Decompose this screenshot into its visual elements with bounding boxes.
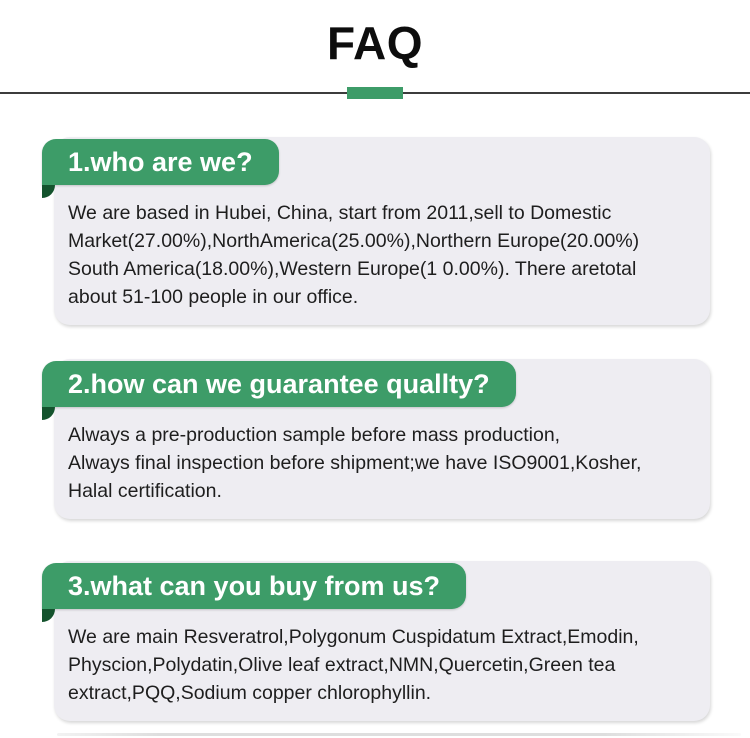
answer-line: about 51-100 people in our office.	[68, 286, 359, 308]
page-header	[0, 0, 750, 100]
answer-line: Halal certification.	[68, 480, 222, 502]
title-divider	[0, 86, 750, 100]
faq-section-1	[42, 137, 710, 325]
answer-line: extract,PQQ,Sodium copper chlorophyllin.	[68, 682, 432, 704]
faq-section-3	[42, 561, 710, 721]
answer-line: We are based in Hubei, China, start from 2011,sell to Domestic	[68, 202, 612, 224]
answer-line: Always a pre-production sample before mass production,	[68, 424, 561, 446]
next-section-edge	[57, 733, 741, 736]
question-banner-3: 3.what can you buy from us?	[42, 563, 466, 609]
question-banner-2: 2.how can we guarantee quallty?	[42, 361, 516, 407]
answer-line: Physcion,Polydatin,Olive leaf extract,NMN,Quercetin,Green tea	[68, 654, 616, 676]
answer-line: Market(27.00%),NorthAmerica(25.00%),Northern Europe(20.00%)	[68, 230, 640, 252]
answer-line: We are main Resveratrol,Polygonum Cuspidatum Extract,Emodin,	[68, 626, 639, 648]
faq-section-2	[42, 359, 710, 519]
question-banner-1: 1.who are we?	[42, 139, 279, 185]
answer-line: South America(18.00%),Western Europe(1 0.00%). There aretotal	[68, 258, 637, 280]
divider-accent-bar	[347, 87, 403, 99]
answer-line: Always final inspection before shipment;we have ISO9001,Kosher,	[68, 452, 642, 474]
page-title: FAQ	[326, 17, 424, 69]
